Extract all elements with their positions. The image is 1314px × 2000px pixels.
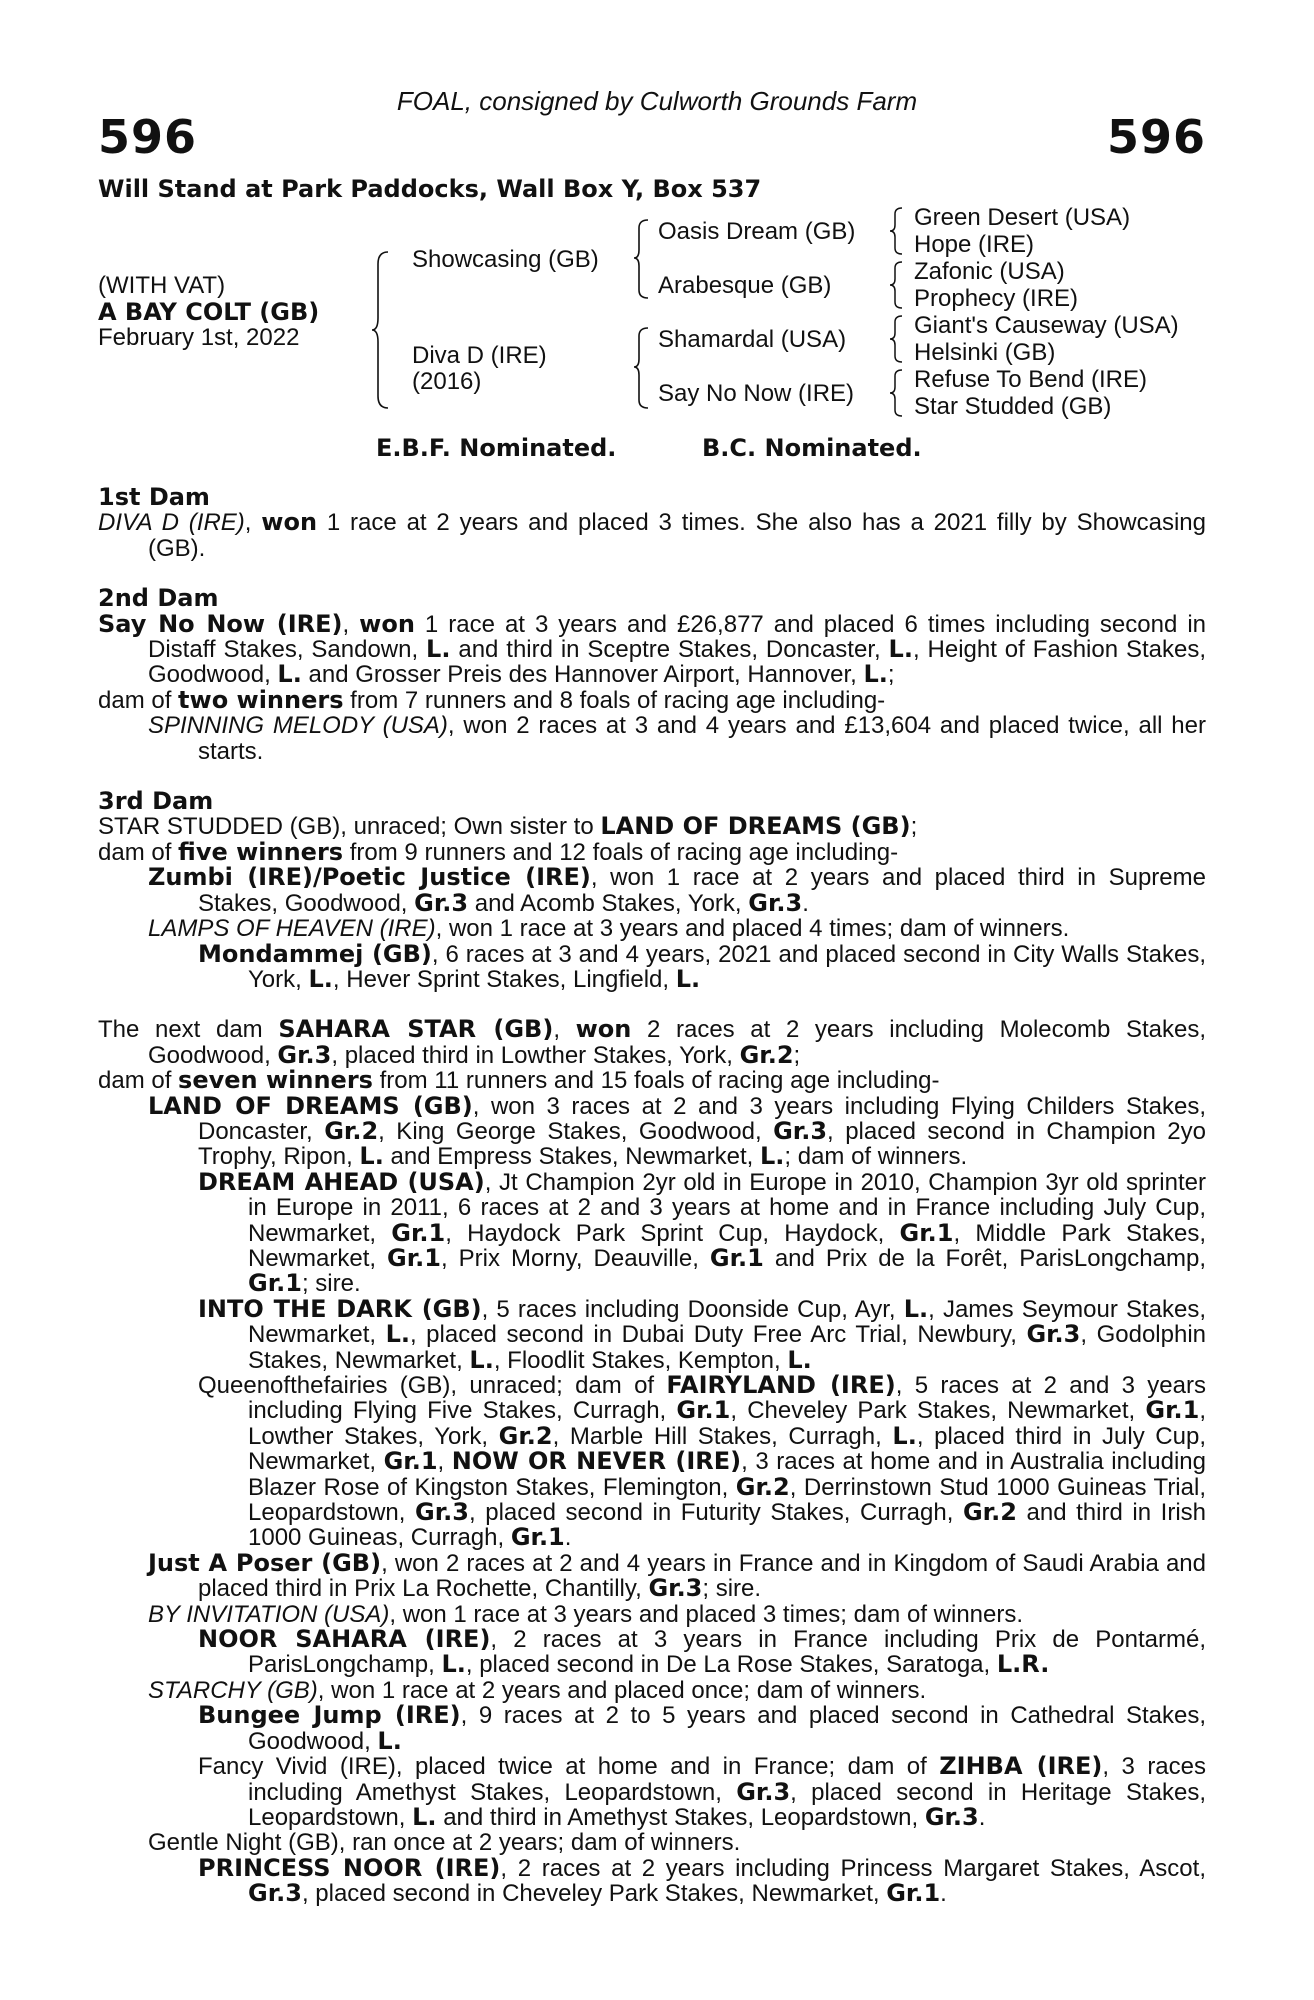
para-next-dam-produce: dam of seven winners from 11 runners and 15 foals of racing age including- xyxy=(98,1066,940,1095)
dam-sire: Shamardal (USA) xyxy=(658,326,847,353)
para-mondammej: Mondammej (GB), 6 races at 3 and 4 years, 2021 and placed second in City Walls Stakes, York, L., Hever Sprint Stakes, Lingfield, L. xyxy=(198,939,1207,993)
para-next-dam: The next dam SAHARA STAR (GB), won 2 races at 2 years including Molecomb Stakes, Goodwood, Gr.3, placed third in Lowther Stakes, York, Gr.2; xyxy=(98,1015,1206,1069)
section-heading-3rd-dam: 3rd Dam xyxy=(98,787,214,816)
brace-1-icon xyxy=(888,206,906,256)
ped-sss: Green Desert (USA) xyxy=(914,204,1131,231)
ped-ssd: Hope (IRE) xyxy=(914,231,1035,258)
para-zumbi: Zumbi (IRE)/Poetic Justice (IRE), won 1 race at 2 years and placed third in Supreme Stakes, Goodwood, Gr.3 and Acomb Stakes, York, Gr.3. xyxy=(148,863,1206,917)
para-2nd-dam: Say No Now (IRE), won 1 race at 3 years and £26,877 and placed 6 times including second in Distaff Stakes, Sandown, L. and third in Sceptre Stakes, Doncaster, L., Height of Fashion Stakes, Goodwood, L. and Grosser Preis des Hannover Airport, Hannover, L.; xyxy=(98,609,1206,689)
consigner-line: FOAL, consigned by Culworth Grounds Farm xyxy=(396,86,918,116)
ebf-nomination: E.B.F. Nominated. xyxy=(376,434,617,462)
para-bungee-jump: Bungee Jump (IRE), 9 races at 2 to 5 years and placed second in Cathedral Stakes, Goodwood, L. xyxy=(198,1701,1206,1755)
dam-brace-icon xyxy=(632,326,652,410)
para-land-of-dreams: LAND OF DREAMS (GB), won 3 races at 2 and 3 years including Flying Childers Stakes, Doncaster, Gr.2, King George Stakes, Goodwood, Gr.3, placed second in Champion 2yo Trophy, Ripon, L. and Empress Stakes, Newmarket, L.; dam of winners. xyxy=(148,1091,1206,1171)
section-heading-1st-dam: 1st Dam xyxy=(98,483,210,511)
brace-3-icon xyxy=(888,314,906,364)
ped-dss: Giant's Causeway (USA) xyxy=(914,312,1179,339)
lot-number-left: 596 xyxy=(98,110,198,164)
foaling-date: February 1st, 2022 xyxy=(98,324,300,351)
dam-dam: Say No Now (IRE) xyxy=(658,380,855,407)
para-princess-noor: PRINCESS NOOR (IRE), 2 races at 2 years including Princess Margaret Stakes, Ascot, Gr.3, placed second in Cheveley Park Stakes, Newmarket, Gr.1. xyxy=(198,1853,1206,1908)
dam-year: (2016) xyxy=(412,368,482,395)
bc-nomination: B.C. Nominated. xyxy=(702,434,922,462)
brace-4-icon xyxy=(888,368,906,418)
para-starchy: STARCHY (GB), won 1 race at 2 years and placed once; dam of winners. xyxy=(148,1676,927,1704)
ped-ddd: Star Studded (GB) xyxy=(914,393,1112,420)
para-by-invitation: BY INVITATION (USA), won 1 race at 3 years and placed 3 times; dam of winners. xyxy=(148,1600,1024,1628)
sire-dam: Arabesque (GB) xyxy=(658,272,832,299)
para-just-a-poser: Just A Poser (GB), won 2 races at 2 and 4 years in France and in Kingdom of Saudi Arabia and placed third in Prix La Rochette, Chantilly, Gr.3; sire. xyxy=(148,1548,1206,1603)
para-fancy-vivid: Fancy Vivid (IRE), placed twice at home and in France; dam of ZIHBA (IRE), 3 races including Amethyst Stakes, Leopardstown, Gr.3, placed second in Heritage Stakes, Leopardstown, L. and third in Amethyst Stakes, Leopardstown, Gr.3. xyxy=(198,1752,1207,1831)
para-dream-ahead: DREAM AHEAD (USA), Jt Champion 2yr old in Europe in 2010, Champion 3yr old sprinter in Europe in 2011, 6 races at 2 and 3 years at home and in France including July Cup, Newmarket, Gr.1, Haydock Park Sprint Cup, Haydock, Gr.1, Middle Park Stakes, Newmarket, Gr.1, Prix Morny, Deauville, Gr.1 and Prix de la Forêt, ParisLongchamp, Gr.1; sire. xyxy=(198,1167,1207,1298)
vat-note: (WITH VAT) xyxy=(98,272,226,299)
dam-notes xyxy=(98,485,1206,1907)
sire-brace-icon xyxy=(632,218,652,300)
sire-name: Showcasing (GB) xyxy=(412,246,599,273)
para-1st-dam: DIVA D (IRE), won 1 race at 2 years and placed 3 times. She also has a 2021 filly by Showcasing (GB). xyxy=(98,508,1206,562)
para-noor-sahara: NOOR SAHARA (IRE), 2 races at 3 years in France including Prix de Pontarmé, ParisLongchamp, L., placed second in De La Rose Stakes, Saratoga, L.R. xyxy=(198,1625,1206,1679)
brace-2-icon xyxy=(888,260,906,310)
lot-number-right: 596 xyxy=(1106,110,1206,164)
para-3rd-dam-produce: dam of five winners from 9 runners and 12 foals of racing age including- xyxy=(98,837,899,866)
horse-name: A BAY COLT (GB) xyxy=(98,298,320,326)
section-heading-2nd-dam: 2nd Dam xyxy=(98,584,219,613)
para-2nd-dam-produce: dam of two winners from 7 runners and 8 foals of racing age including- xyxy=(98,685,886,714)
para-lamps-of-heaven: LAMPS OF HEAVEN (IRE), won 1 race at 3 years and placed 4 times; dam of winners. xyxy=(148,915,1070,943)
pedigree-brace-icon xyxy=(370,250,392,410)
para-spinning-melody: SPINNING MELODY (USA), won 2 races at 3 and 4 years and £13,604 and placed twice, all her starts. xyxy=(148,712,1206,765)
ped-sdd: Prophecy (IRE) xyxy=(914,285,1079,312)
sire-sire: Oasis Dream (GB) xyxy=(658,218,856,245)
para-into-the-dark: INTO THE DARK (GB), 5 races including Doonside Cup, Ayr, L., James Seymour Stakes, Newmarket, L., placed second in Dubai Duty Free Arc Trial, Newbury, Gr.3, Godolphin Stakes, Newmarket, L., Floodlit Stakes, Kempton, L. xyxy=(198,1294,1207,1374)
ped-dds: Refuse To Bend (IRE) xyxy=(914,366,1148,393)
stand-location: Will Stand at Park Paddocks, Wall Box Y, Box 537 xyxy=(98,175,762,203)
ped-sds: Zafonic (USA) xyxy=(914,258,1065,285)
ped-dsd: Helsinki (GB) xyxy=(914,339,1056,366)
para-queenofthefairies: Queenofthefairies (GB), unraced; dam of FAIRYLAND (IRE), 5 races at 2 and 3 years including Flying Five Stakes, Curragh, Gr.1, Cheveley Park Stakes, Newmarket, Gr.1, Lowther Stakes, York, Gr.2, Marble Hill Stakes, Curragh, L., placed third in July Cup, Newmarket, Gr.1, NOW OR NEVER (IRE), 3 races at home and in Australia including Blazer Rose of Kingston Stakes, Flemington, Gr.2, Derrinstown Stud 1000 Guineas Trial, Leopardstown, Gr.3, placed second in Futurity Stakes, Curragh, Gr.2 and third in Irish 1000 Guineas, Curragh, Gr.1. xyxy=(198,1371,1207,1552)
para-3rd-dam: STAR STUDDED (GB), unraced; Own sister to LAND OF DREAMS (GB); xyxy=(98,812,918,841)
para-gentle-night: Gentle Night (GB), ran once at 2 years; dam of winners. xyxy=(148,1829,741,1857)
dam-name: Diva D (IRE) xyxy=(412,342,547,369)
